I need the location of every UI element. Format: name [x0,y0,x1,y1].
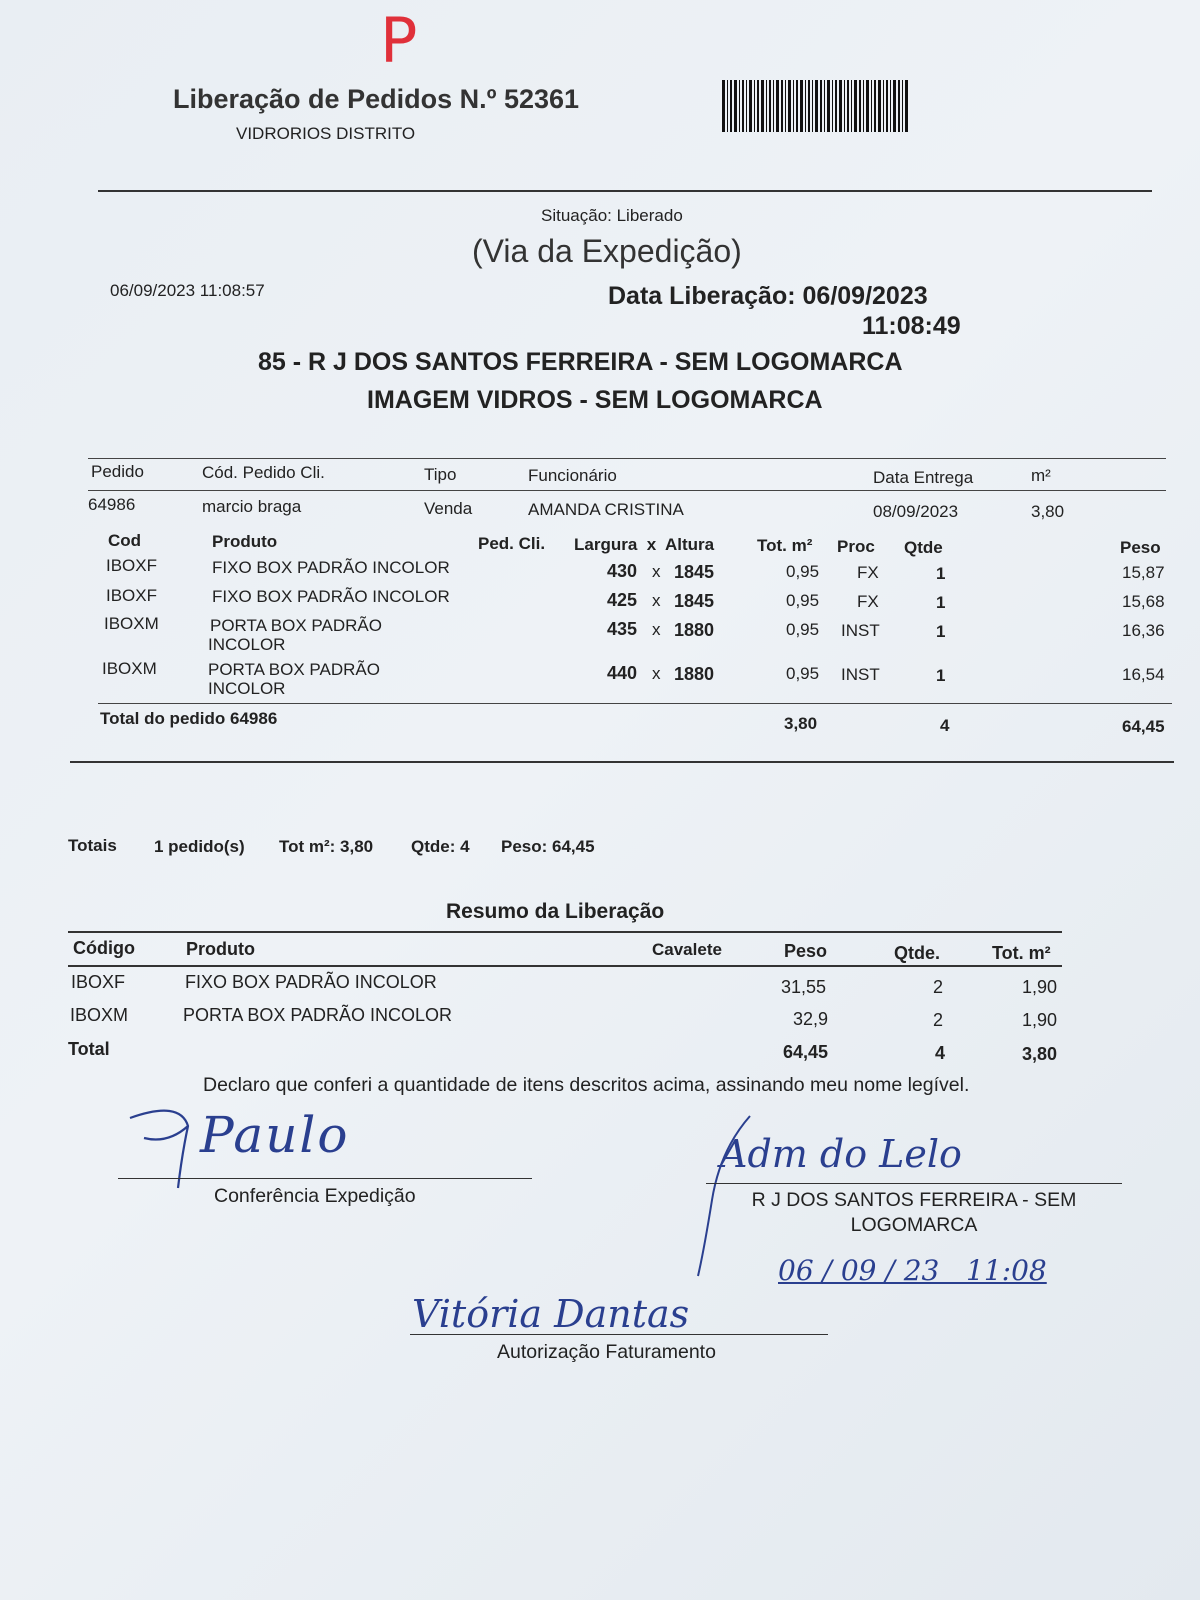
item-produto: FIXO BOX PADRÃO INCOLOR [212,558,450,577]
items-header-proc: Proc [837,537,875,556]
summary-header-rule [68,965,1062,967]
client-label-cont: LOGOMARCA [850,1214,978,1236]
order-header-cod-pedido-cli: Cód. Pedido Cli. [202,463,325,482]
order-header-m2: m² [1031,466,1051,485]
summary-total-tot-m2: 3,80 [1022,1044,1058,1064]
summary-header-peso: Peso [784,941,828,961]
item-qtde: 1 [936,564,946,583]
item-produto-cont: INCOLOR [208,679,286,698]
totals-peso: Peso: 64,45 [501,837,595,856]
item-x: x [652,562,661,581]
summary-qtde: 2 [933,1010,944,1030]
item-altura: 1880 [674,664,715,684]
item-tot-m2: 0,95 [786,620,820,639]
order-header-funcionario: Funcionário [528,466,617,485]
order-total-label: Total do pedido 64986 [100,709,278,728]
item-cod: IBOXF [106,556,158,575]
order-total-peso: 64,45 [1122,717,1165,736]
client-label: R J DOS SANTOS FERREIRA - SEM [751,1189,1077,1211]
client-name: 85 - R J DOS SANTOS FERREIRA - SEM LOGOMARCA [258,348,903,376]
autorizacao-signature-line [410,1334,828,1335]
item-largura: 440 [607,663,638,683]
item-peso: 15,68 [1122,592,1165,611]
item-cod: IBOXM [104,614,159,633]
item-produto: FIXO BOX PADRÃO INCOLOR [212,587,450,606]
item-proc: INST [841,621,880,640]
item-altura: 1845 [674,591,715,611]
summary-total-peso: 64,45 [783,1042,829,1062]
order-value-m2: 3,80 [1031,502,1065,521]
item-cod: IBOXM [102,659,157,678]
item-cod: IBOXF [106,586,158,605]
totals-label: Totais [68,836,117,855]
items-header-dims: Largura x Altura [574,535,715,554]
item-peso: 16,36 [1122,621,1165,640]
order-value-cod-pedido-cli: marcio braga [202,497,302,516]
item-proc: FX [857,592,879,611]
summary-header-tot-m2: Tot. m² [992,943,1051,963]
order-header-tipo: Tipo [424,465,457,484]
summary-header-produto: Produto [186,939,255,959]
section-divider [70,761,1174,763]
order-table-header-rule [88,490,1166,491]
item-tot-m2: 0,95 [786,562,820,581]
item-produto: PORTA BOX PADRÃO [208,660,380,679]
status-label: Situação: Liberado [541,206,683,225]
summary-codigo: IBOXF [71,972,126,992]
conferencia-label: Conferência Expedição [214,1185,416,1207]
item-tot-m2: 0,95 [786,664,820,683]
autorizacao-label: Autorização Faturamento [497,1341,716,1363]
summary-tot-m2: 1,90 [1022,977,1058,997]
item-peso: 15,87 [1122,563,1165,582]
items-header-tot-m2: Tot. m² [757,536,813,555]
release-time: 11:08:49 [862,312,961,340]
page-title: Liberação de Pedidos N.º 52361 [173,84,580,114]
items-header-ped-cli: Ped. Cli. [478,534,546,553]
barcode [722,80,908,132]
item-produto-cont: INCOLOR [208,635,286,654]
items-header-qtde: Qtde [904,538,943,557]
items-header-cod: Cod [108,531,142,550]
totals-tot-m2: Tot m²: 3,80 [279,837,374,856]
item-x: x [652,664,661,683]
item-largura: 435 [607,619,638,639]
conferencia-signature: Paulo [200,1106,350,1164]
items-total-rule [98,703,1172,704]
client-signature-date: 06 / 09 / 23 11:08 [778,1254,1047,1287]
totals-pedidos: 1 pedido(s) [154,837,245,856]
item-x: x [652,591,661,610]
order-value-tipo: Venda [424,499,473,518]
declaration-text: Declaro que conferi a quantidade de itens descritos acima, assinando meu nome legível. [203,1074,970,1096]
items-header-peso: Peso [1120,538,1161,557]
summary-produto: FIXO BOX PADRÃO INCOLOR [185,972,437,992]
order-table-top-rule [88,458,1166,459]
summary-total-label: Total [68,1039,110,1059]
header-divider [98,190,1152,192]
item-altura: 1880 [674,620,715,640]
summary-header-codigo: Código [73,938,135,958]
order-header-data-entrega: Data Entrega [873,468,974,487]
autorizacao-signature: Vitória Dantas [412,1292,690,1336]
company-name: VIDRORIOS DISTRITO [236,124,416,143]
item-largura: 425 [607,590,638,610]
order-header-pedido: Pedido [91,462,144,481]
summary-total-qtde: 4 [935,1043,946,1063]
items-header-produto: Produto [212,532,278,551]
item-x: x [652,620,661,639]
handwritten-mark: P [380,4,418,77]
item-altura: 1845 [674,562,715,582]
summary-top-rule [68,931,1062,933]
client-signature: Adm do Lelo [720,1132,962,1176]
client-subname: IMAGEM VIDROS - SEM LOGOMARCA [367,386,823,414]
copy-label: (Via da Expedição) [472,233,742,269]
item-peso: 16,54 [1122,665,1165,684]
summary-title: Resumo da Liberação [446,900,665,923]
item-qtde: 1 [936,666,946,685]
release-date: Data Liberação: 06/09/2023 [608,282,928,310]
item-proc: FX [857,563,879,582]
summary-codigo: IBOXM [70,1005,129,1025]
item-qtde: 1 [936,593,946,612]
summary-tot-m2: 1,90 [1022,1010,1058,1030]
item-produto: PORTA BOX PADRÃO [210,616,382,635]
item-largura: 430 [607,561,638,581]
conferencia-signature-line [118,1178,532,1179]
summary-header-cavalete: Cavalete [652,940,722,959]
item-qtde: 1 [936,622,946,641]
order-value-pedido: 64986 [88,495,136,514]
summary-peso: 31,55 [781,977,827,997]
client-signature-line [706,1183,1122,1184]
order-total-qtde: 4 [940,716,950,735]
summary-peso: 32,9 [793,1009,829,1029]
summary-produto: PORTA BOX PADRÃO INCOLOR [183,1005,453,1025]
order-value-data-entrega: 08/09/2023 [873,502,959,521]
summary-header-qtde: Qtde. [894,943,941,963]
printed-timestamp: 06/09/2023 11:08:57 [110,281,265,300]
item-tot-m2: 0,95 [786,591,820,610]
item-proc: INST [841,665,880,684]
order-total-tot-m2: 3,80 [784,714,818,733]
summary-qtde: 2 [933,977,944,997]
totals-qtde: Qtde: 4 [411,837,470,856]
order-value-funcionario: AMANDA CRISTINA [528,500,684,519]
